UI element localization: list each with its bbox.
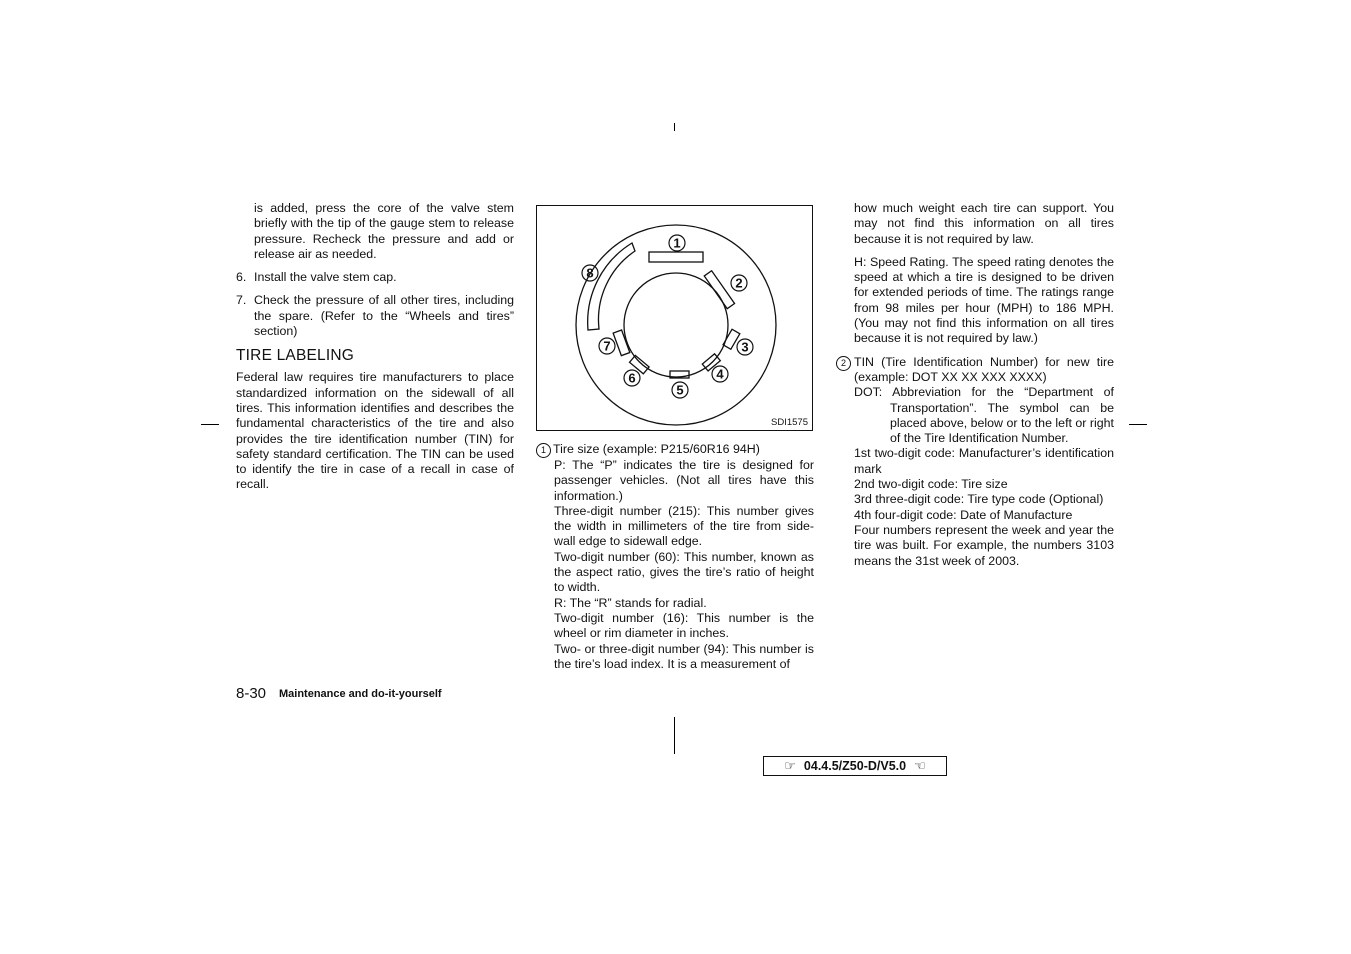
step-text: Install the valve stem cap. [254,270,397,285]
document-reference [763,756,947,776]
svg-text:4: 4 [716,366,724,382]
section-body: Federal law requires tire manufacturers to place standardized information on the sidewall of all tires. This information identifies and describes the fundamental characteristics of the tire and also provides the tire identification number (TIN) for safety standard certification. The TIN can be used to identify the tire in case of a recall in case of recall. [236,370,514,492]
tire-size-line: R: The “R” stands for radial. [554,595,707,610]
speed-rating-text: H: Speed Rating. The speed rating denotes the speed at which a tire is designed to be driven for extended periods of time. The ratings range from 98 miles per hour (MPH) to 186 MPH. (You may not find this information on all tires because it is not required by law.) [854,254,1114,346]
section-heading: TIRE LABELING [236,347,355,365]
reference-code: 04.4.5/Z50-D/V5.0 [803,759,907,773]
continuation-text: how much weight each tire can support. You may not find this information on all tires because it is not required by law. [854,201,1114,246]
tin-title: 2 TIN (Tire Identification Number) for new tire (example: DOT XX XX XXX XXXX) [836,355,1114,386]
pointing-hand-left-icon: ☜ [914,758,926,773]
marking-8 [588,243,635,330]
marking-1 [649,252,703,262]
tire-size-line: Three-digit number (215): This number gives the width in millimeters of the tire from side-wall edge to sidewall edge. [554,503,814,549]
section-title: Maintenance and do-it-yourself [279,688,442,700]
tin-code: Four numbers represent the week and year the tire was built. For example, the numbers 3103 means the 31st week of 2003. [854,522,1114,568]
svg-text:1: 1 [673,235,681,251]
tin-code: 2nd two-digit code: Tire size [854,477,1008,492]
tire-size-line: Two-digit number (16): This number is the wheel or rim diameter in inches. [554,610,814,641]
tire-size-line: Two- or three-digit number (94): This number is the tire’s load index. It is a measurement of [554,641,814,671]
callout-4 [712,366,728,382]
pointing-hand-right-icon: ☞ [784,758,796,773]
svg-text:6: 6 [628,370,636,386]
callout-8 [582,265,598,281]
step-number: 7. [236,293,247,308]
column-middle [536,442,814,672]
column-left [236,201,514,493]
crop-mark-top [674,123,675,131]
tire-size-line: P: The “P” indicates the tire is designed for passenger vehicles. (Not all tires have this information.) [554,458,814,503]
callout-7 [599,338,615,354]
tin-code: 3rd three-digit code: Tire type code (Optional) [854,492,1104,507]
tin-code: 1st two-digit code: Manufacturer’s identification mark [854,446,1114,476]
tire-sidewall-figure [536,205,813,431]
step-text: Check the pressure of all other tires, including the spare. (Refer to the “Wheels and tires” section) [254,293,514,339]
step-number: 6. [236,270,247,285]
column-right [840,201,1114,569]
dot-definition: DOT: Abbreviation for the “Department of Transportation”. The symbol can be placed above, below or to the left or right of the Tire Identification Number. [854,385,1114,446]
svg-text:5: 5 [676,382,684,398]
page-number: 8-30 [236,685,267,702]
marking-2 [704,271,734,309]
tin-code: 4th four-digit code: Date of Manufacture [854,507,1073,522]
svg-text:3: 3 [741,339,749,355]
callout-2 [731,275,747,291]
callout-5 [672,382,688,398]
callout-6 [624,370,640,386]
tire-diagram [537,206,812,430]
step-7 [236,293,514,339]
svg-text:2: 2 [735,275,743,291]
callout-3 [737,339,753,355]
marker-2-icon: 2 [836,356,851,371]
callout-1 [669,235,685,251]
tire-size-line: Two-digit number (60): This number, known as the aspect ratio, gives the tire’s ratio of height to width. [554,549,814,595]
step-6 [236,270,514,285]
svg-text:8: 8 [586,265,594,281]
figure-code: SDI1575 [771,417,808,428]
crop-mark-right [1129,424,1147,425]
crop-mark-bottom [674,717,675,754]
continuation-text: is added, press the core of the valve stem briefly with the tip of the gauge stem to release pressure. Recheck the pressure and add or release air as needed. [254,201,514,261]
marker-1-icon: 1 [536,443,551,458]
tire-size-title: 1 Tire size (example: P215/60R16 94H) [536,442,814,458]
svg-text:7: 7 [603,338,611,354]
crop-mark-left [201,424,219,425]
